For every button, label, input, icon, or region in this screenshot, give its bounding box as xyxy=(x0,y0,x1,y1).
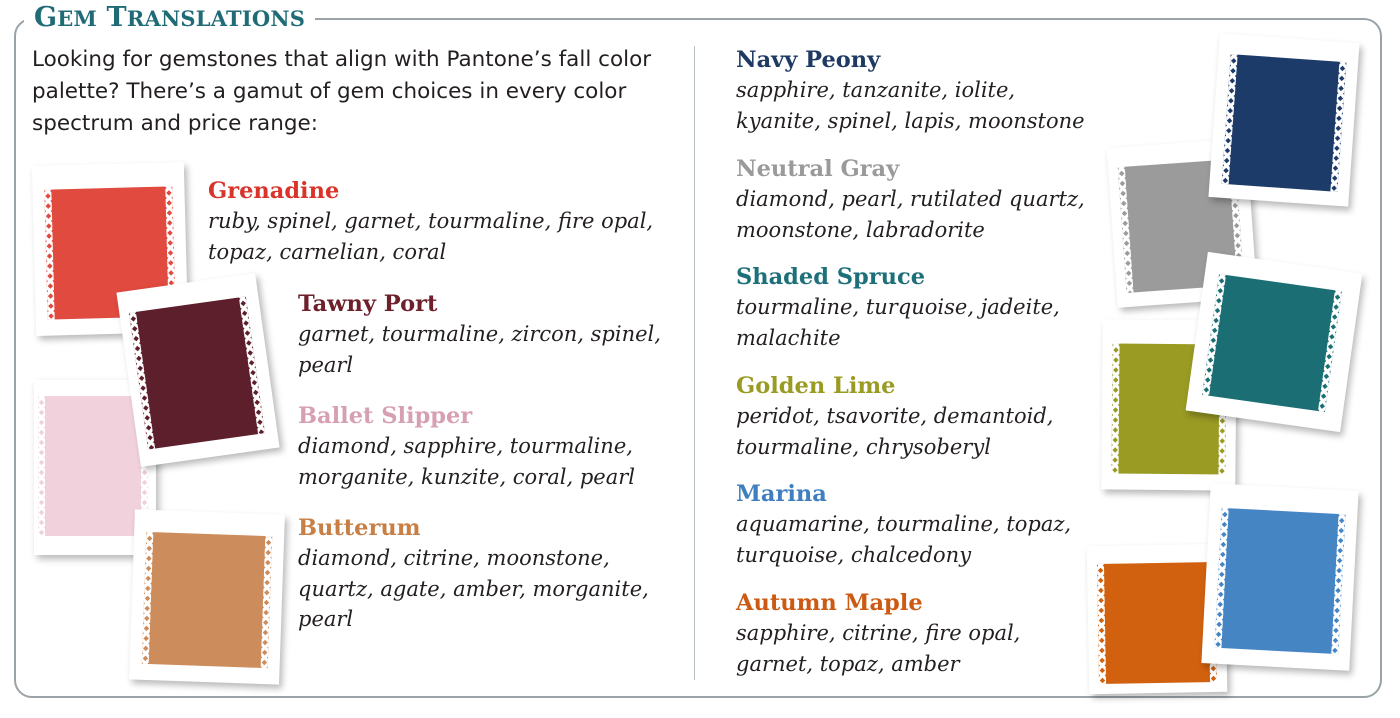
entry-name: Grenadine xyxy=(208,178,340,204)
intro-paragraph: Looking for gemstones that align with Pantone’s fall color palette? There’s a gamut of gem choices in every color spectrum and price range: xyxy=(32,47,652,136)
entry-name: Tawny Port xyxy=(298,291,438,317)
swatch-chip xyxy=(1214,508,1345,654)
page-title-rest2: RANSLATIONS xyxy=(126,6,306,31)
swatch-chip xyxy=(1097,562,1217,684)
entry-name: Shaded Spruce xyxy=(736,264,926,290)
entry-tawny-port xyxy=(298,290,688,380)
entry-name: Neutral Gray xyxy=(736,156,900,182)
swatch-chip xyxy=(38,396,148,536)
zigzag-edge-left xyxy=(1097,564,1106,684)
entry-gems: diamond, sapphire, tourmaline, morganite, kunzite, coral, pearl xyxy=(298,434,635,489)
entry-gems: garnet, tourmaline, zircon, spinel, pearl xyxy=(298,322,661,377)
page-title xyxy=(30,2,315,33)
entry-name: Golden Lime xyxy=(736,373,896,399)
entry-name: Autumn Maple xyxy=(736,590,923,616)
entry-gems: sapphire, citrine, fire opal, garnet, topaz, amber xyxy=(736,621,1021,676)
entry-marina xyxy=(736,480,1096,570)
entry-shaded-spruce xyxy=(736,263,1086,353)
entry-gems: peridot, tsavorite, demantoid, tourmaline, chrysoberyl xyxy=(736,404,1054,459)
entry-navy-peony xyxy=(736,46,1106,136)
entry-gems: tourmaline, turquoise, jadeite, malachite xyxy=(736,295,1060,350)
entry-gems: ruby, spinel, garnet, tourmaline, fire opal, topaz, carnelian, coral xyxy=(208,209,654,264)
entry-gems: sapphire, tanzanite, iolite, kyanite, spinel, lapis, moonstone xyxy=(736,78,1085,133)
entry-golden-lime xyxy=(736,372,1086,462)
swatch-chip xyxy=(1202,274,1342,412)
entry-gems: diamond, pearl, rutilated quartz, moonstone, labradorite xyxy=(736,187,1085,242)
page-title-lead2: T xyxy=(106,2,127,33)
entry-neutral-gray xyxy=(736,155,1106,245)
entry-grenadine xyxy=(208,177,678,267)
page-title-lead: G xyxy=(34,2,58,33)
entry-butterum xyxy=(298,514,680,635)
entry-ballet-slipper xyxy=(298,402,688,492)
entry-gems: aquamarine, tourmaline, topaz, turquoise, chalcedony xyxy=(736,512,1072,567)
entry-name: Butterum xyxy=(298,515,421,541)
entry-gems: diamond, citrine, moonstone, quartz, agate, amber, morganite, pearl xyxy=(298,546,649,631)
entry-name: Navy Peony xyxy=(736,47,881,73)
entry-name: Marina xyxy=(736,481,827,507)
entry-name: Ballet Slipper xyxy=(298,403,473,429)
zigzag-edge-left xyxy=(1111,344,1119,474)
zigzag-edge-left xyxy=(38,396,45,536)
swatch-chip xyxy=(1222,54,1347,192)
entry-autumn-maple xyxy=(736,589,1086,679)
column-divider xyxy=(694,46,695,680)
swatch-chip xyxy=(142,532,273,668)
swatch-chip xyxy=(129,296,265,449)
page-title-rest1: EM xyxy=(57,6,97,31)
